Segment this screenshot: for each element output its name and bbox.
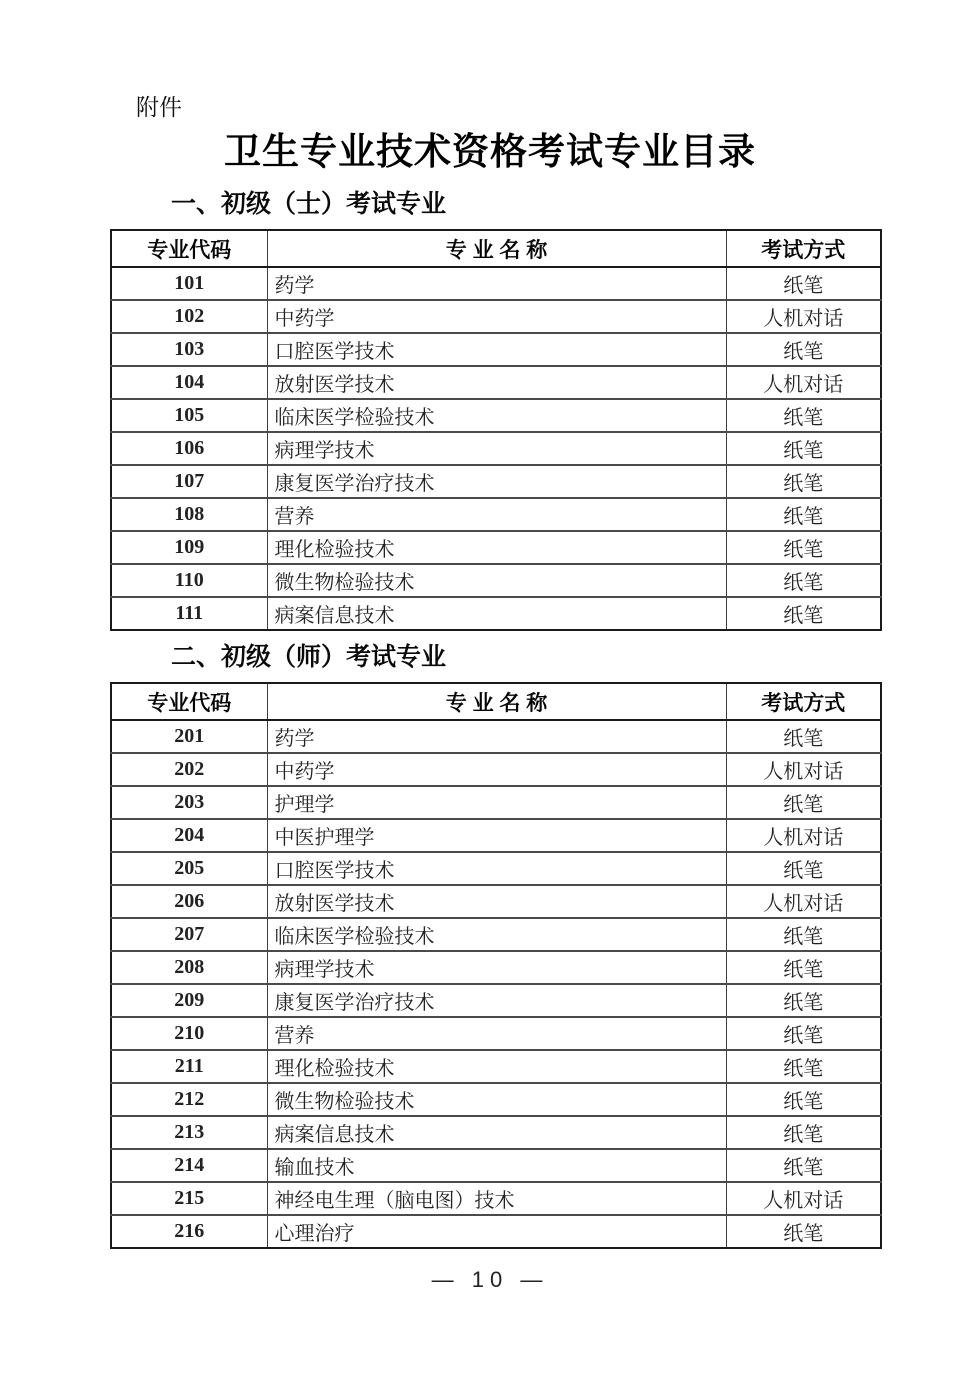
cell-name: 神经电生理（脑电图）技术 (267, 1182, 726, 1215)
table-row (111, 1149, 881, 1182)
cell-name: 中医护理学 (267, 819, 726, 852)
cell-name: 病理学技术 (267, 951, 726, 984)
cell-method: 纸笔 (726, 333, 881, 366)
cell-name: 护理学 (267, 786, 726, 819)
cell-code: 211 (111, 1050, 267, 1083)
column-header-method: 考试方式 (726, 683, 881, 720)
column-header-code: 专业代码 (111, 230, 267, 267)
cell-name: 放射医学技术 (267, 366, 726, 399)
table-row (111, 300, 881, 333)
cell-name: 中药学 (267, 300, 726, 333)
cell-method: 纸笔 (726, 1050, 881, 1083)
cell-method: 人机对话 (726, 885, 881, 918)
cell-method: 纸笔 (726, 399, 881, 432)
cell-name: 微生物检验技术 (267, 1083, 726, 1116)
table-row (111, 465, 881, 498)
table-row (111, 531, 881, 564)
cell-method: 人机对话 (726, 819, 881, 852)
cell-name: 病案信息技术 (267, 597, 726, 630)
cell-name: 康复医学治疗技术 (267, 984, 726, 1017)
table-row (111, 984, 881, 1017)
cell-name: 输血技术 (267, 1149, 726, 1182)
cell-code: 213 (111, 1116, 267, 1149)
cell-code: 104 (111, 366, 267, 399)
cell-name: 康复医学治疗技术 (267, 465, 726, 498)
cell-code: 105 (111, 399, 267, 432)
exam-table-junior-shi2 (110, 682, 882, 1249)
cell-name: 营养 (267, 1017, 726, 1050)
cell-name: 放射医学技术 (267, 885, 726, 918)
cell-method: 纸笔 (726, 1215, 881, 1248)
table-row (111, 1182, 881, 1215)
cell-code: 201 (111, 720, 267, 753)
cell-code: 210 (111, 1017, 267, 1050)
table-row (111, 267, 881, 300)
cell-method: 纸笔 (726, 1083, 881, 1116)
cell-method: 纸笔 (726, 465, 881, 498)
cell-code: 108 (111, 498, 267, 531)
cell-method: 人机对话 (726, 366, 881, 399)
cell-method: 纸笔 (726, 918, 881, 951)
cell-code: 103 (111, 333, 267, 366)
cell-name: 药学 (267, 720, 726, 753)
cell-code: 208 (111, 951, 267, 984)
cell-code: 212 (111, 1083, 267, 1116)
table-row (111, 432, 881, 465)
table-row (111, 1215, 881, 1248)
cell-method: 纸笔 (726, 531, 881, 564)
table-header (111, 683, 881, 720)
cell-method: 人机对话 (726, 300, 881, 333)
table-row (111, 498, 881, 531)
cell-method: 纸笔 (726, 498, 881, 531)
table-row (111, 951, 881, 984)
table-row (111, 564, 881, 597)
table-header (111, 230, 881, 267)
table-row (111, 1083, 881, 1116)
cell-name: 营养 (267, 498, 726, 531)
column-header-method: 考试方式 (726, 230, 881, 267)
exam-table-junior-shi (110, 229, 882, 631)
cell-name: 药学 (267, 267, 726, 300)
cell-method: 纸笔 (726, 984, 881, 1017)
cell-name: 心理治疗 (267, 1215, 726, 1248)
table-row (111, 720, 881, 753)
table-row (111, 1050, 881, 1083)
table-body (111, 720, 881, 1248)
table-row (111, 399, 881, 432)
table-row (111, 1116, 881, 1149)
cell-method: 纸笔 (726, 564, 881, 597)
table-row (111, 918, 881, 951)
page-title: 卫生专业技术资格考试专业目录 (224, 132, 756, 173)
cell-method: 纸笔 (726, 267, 881, 300)
section-heading-junior-shi2: 二、初级（师）考试专业 (171, 643, 447, 671)
cell-code: 215 (111, 1182, 267, 1215)
cell-method: 人机对话 (726, 753, 881, 786)
cell-method: 纸笔 (726, 1149, 881, 1182)
cell-method: 纸笔 (726, 597, 881, 630)
cell-code: 202 (111, 753, 267, 786)
cell-method: 人机对话 (726, 1182, 881, 1215)
cell-method: 纸笔 (726, 1116, 881, 1149)
cell-method: 纸笔 (726, 1017, 881, 1050)
table-row (111, 885, 881, 918)
table-row (111, 753, 881, 786)
table-row (111, 819, 881, 852)
cell-code: 106 (111, 432, 267, 465)
table-header-row (111, 230, 881, 267)
cell-name: 病理学技术 (267, 432, 726, 465)
cell-code: 209 (111, 984, 267, 1017)
cell-name: 理化检验技术 (267, 1050, 726, 1083)
table-body (111, 267, 881, 630)
table-row (111, 597, 881, 630)
cell-name: 微生物检验技术 (267, 564, 726, 597)
table-row (111, 1017, 881, 1050)
cell-code: 111 (111, 597, 267, 630)
cell-method: 纸笔 (726, 852, 881, 885)
cell-name: 病案信息技术 (267, 1116, 726, 1149)
cell-name: 临床医学检验技术 (267, 918, 726, 951)
cell-name: 口腔医学技术 (267, 852, 726, 885)
cell-code: 107 (111, 465, 267, 498)
column-header-name: 专 业 名 称 (267, 230, 726, 267)
cell-code: 203 (111, 786, 267, 819)
attachment-label: 附件 (136, 94, 182, 120)
table-row (111, 366, 881, 399)
cell-name: 口腔医学技术 (267, 333, 726, 366)
cell-name: 临床医学检验技术 (267, 399, 726, 432)
table-row (111, 333, 881, 366)
cell-name: 理化检验技术 (267, 531, 726, 564)
cell-code: 207 (111, 918, 267, 951)
column-header-code: 专业代码 (111, 683, 267, 720)
cell-code: 204 (111, 819, 267, 852)
cell-code: 216 (111, 1215, 267, 1248)
cell-code: 101 (111, 267, 267, 300)
cell-code: 206 (111, 885, 267, 918)
table-row (111, 852, 881, 885)
cell-code: 214 (111, 1149, 267, 1182)
cell-method: 纸笔 (726, 951, 881, 984)
cell-method: 纸笔 (726, 720, 881, 753)
column-header-name: 专 业 名 称 (267, 683, 726, 720)
cell-method: 纸笔 (726, 432, 881, 465)
cell-code: 110 (111, 564, 267, 597)
page-number: — 10 — (431, 1267, 549, 1292)
cell-method: 纸笔 (726, 786, 881, 819)
cell-code: 102 (111, 300, 267, 333)
table-row (111, 786, 881, 819)
cell-code: 109 (111, 531, 267, 564)
cell-name: 中药学 (267, 753, 726, 786)
table-header-row (111, 683, 881, 720)
cell-code: 205 (111, 852, 267, 885)
section-heading-junior-shi: 一、初级（士）考试专业 (171, 190, 447, 218)
